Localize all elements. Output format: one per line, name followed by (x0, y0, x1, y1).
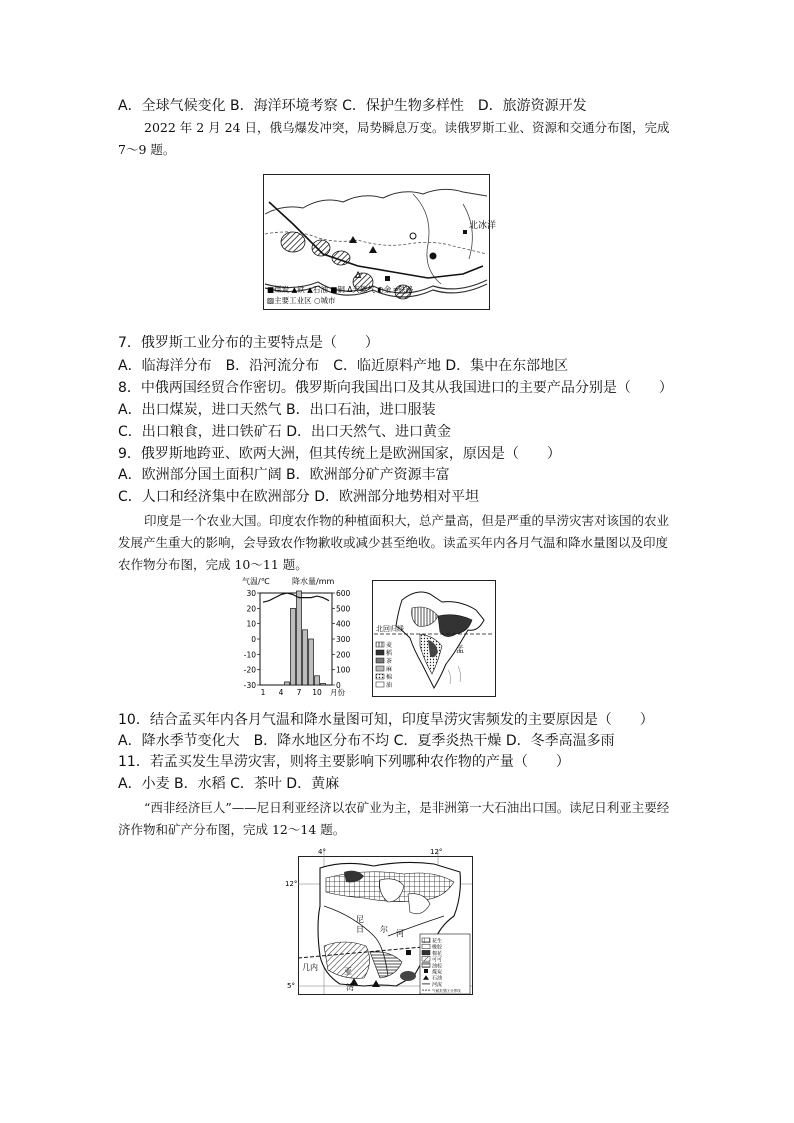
mumbai-climate-chart (240, 575, 358, 699)
intro-russia: 2022 年 2 月 24 日，俄乌爆发冲突，局势瞬息万变。读俄罗斯工业、资源和交通分布图，完成 7～9 题。 (118, 120, 670, 157)
q11-options: A．小麦 B．水稻 C．茶叶 D．黄麻 (118, 776, 340, 792)
q6-options: A．全球气候变化 B．海洋环境考察 C．保护生物多样性 D．旅游资源开发 (118, 98, 587, 114)
intro-india: 印度是一个农业大国。印度农作物的种植面积大，总产量高，但是严重的旱涝灾害对该国的农业发展产生重大的影响，会导致农作物歉收或减少甚至绝收。读孟买年内各月气温和降水量图以及印度农作物分布图，完成 10～11 题。 (118, 513, 670, 572)
nigeria-legend-swatch (422, 963, 430, 968)
rain-bar-11 (321, 683, 326, 685)
lon-4: 4° (318, 848, 326, 856)
nigeria-legend-swatch (422, 944, 430, 949)
nigeria-legend-swatch (422, 950, 430, 955)
ocean-label: 北冰洋 (469, 221, 497, 231)
rain-bar-9 (309, 639, 314, 685)
india-legend-swatch (376, 658, 384, 663)
russia-legend-1: ■煤炭 ▲铁 ▲石油 ■铜 Δ天然气 ◐金 ═铁路 (267, 285, 414, 294)
nigeria-legend-label: 气候类型区分界线 (432, 989, 461, 994)
y-right-tick-label: 500 (336, 604, 351, 614)
q10-options: A．降水季节变化大 B．降水地区分布不均 C．夏季炎热干燥 D．冬季高温多雨 (118, 733, 615, 749)
nigeria-legend-label: 煤炭 (432, 969, 443, 976)
bay-label: 孟 (456, 645, 464, 654)
x-unit-label: 月份 (330, 688, 345, 697)
y-left-tick-label: 30 (246, 589, 256, 598)
y-right-tick-label: 600 (336, 589, 351, 598)
lat-12: 12° (285, 880, 298, 888)
india-legend-swatch (376, 682, 384, 687)
q9-options-ab: A．欧洲部分国土面积广阔 B．欧洲部分矿产资源丰富 (118, 467, 450, 483)
label-he: 河 (396, 929, 404, 938)
nigeria-legend-label: 石油 (432, 975, 443, 982)
india-legend-label: 茶 (386, 658, 393, 665)
label-wan: 湾 (346, 983, 354, 992)
q8-options-cd: C．出口粮食，进口铁矿石 D．出口天然气、进口黄金 (118, 424, 452, 440)
rain-bar-7 (297, 591, 302, 685)
nigeria-legend-swatch (424, 969, 428, 973)
india-legend-label: 油 (386, 682, 393, 689)
q11-stem: 11．若孟买发生旱涝灾害，则将主要影响下列哪种农作物的产量（ ） (118, 754, 570, 770)
nigeria-legend-label: 河流 (432, 981, 443, 988)
y-right-tick-label: 100 (336, 665, 351, 675)
russia-legend-2: ▨主要工业区 ○城市 (267, 296, 336, 305)
y-left-label: 气温/℃ (242, 577, 270, 586)
y-left-tick-label: -10 (243, 650, 256, 660)
q7-options: A．临海洋分布 B．沿河流分布 C．临近原料产地 D．集中在东部地区 (118, 358, 569, 374)
nigeria-legend-label: 油棕 (432, 963, 443, 970)
india-legend-label: 麦 (386, 642, 393, 649)
intro-nigeria: “西非经济巨人”——尼日利亚经济以农矿业为主，是非洲第一大石油出口国。读尼日利亚主要经济作物和矿产分布图，完成 12～14 题。 (118, 800, 670, 837)
lon-12: 12° (430, 848, 443, 856)
x-tick-label: 4 (278, 688, 284, 697)
y-left-tick-label: -30 (243, 681, 256, 690)
nigeria-legend-swatch (422, 938, 430, 943)
india-legend-swatch (376, 674, 384, 679)
nigeria-legend-swatch (422, 957, 430, 962)
nigeria-legend-label: 橡胶 (432, 944, 443, 951)
nigeria-legend-label: 棉花 (432, 950, 443, 957)
label-ya: 亚 (344, 967, 352, 976)
q10-stem: 10．结合孟买年内各月气温和降水量图可知，印度旱涝灾害频发的主要原因是（ ） (118, 712, 654, 728)
india-legend-label: 稻 (386, 650, 393, 657)
x-tick-label: 7 (296, 688, 302, 697)
tropic-label: 北回归线 (376, 625, 404, 633)
india-legend-swatch (376, 650, 384, 655)
x-tick-label: 1 (260, 688, 266, 697)
label-ni: 尼 (356, 915, 364, 924)
rain-bar-8 (303, 630, 308, 685)
lat-5: 5° (287, 982, 295, 990)
y-right-tick-label: 0 (336, 681, 341, 690)
plot-frame (260, 593, 332, 685)
gas-symbol-label: Δ (355, 271, 362, 281)
india-legend-swatch (376, 642, 384, 647)
q8-stem: 8．中俄两国经贸合作密切。俄罗斯向我国出口及其从我国进口的主要产品分别是（ ） (118, 380, 673, 396)
russia-map (263, 174, 497, 310)
label-jinei: 几内 (302, 963, 318, 972)
y-left-tick-label: -20 (243, 665, 256, 675)
rain-bar-10 (315, 676, 320, 685)
india-legend-label: 棉 (386, 674, 393, 681)
y-left-tick-label: 0 (251, 635, 256, 644)
india-legend-swatch (376, 666, 384, 671)
q9-stem: 9．俄罗斯地跨亚、欧两大洲，但其传统上是欧洲国家，原因是（ ） (118, 446, 561, 462)
y-left-tick-label: 10 (246, 619, 256, 629)
rain-bar-5 (285, 682, 290, 685)
y-left-tick-label: 20 (246, 604, 256, 614)
india-legend-label: 麻 (386, 666, 393, 673)
y-right-label: 降水量/mm (292, 577, 335, 586)
nigeria-legend-label: 可可 (432, 957, 443, 964)
label-er: 尔 (380, 925, 388, 934)
label-ri: 日 (356, 925, 364, 934)
q7-stem: 7．俄罗斯工业分布的主要特点是（ ） (118, 335, 379, 351)
y-right-tick-label: 300 (336, 635, 351, 644)
temperature-line (263, 593, 329, 602)
x-tick-label: 10 (312, 688, 322, 697)
nigeria-map (284, 846, 476, 998)
q9-options-cd: C．人口和经济集中在欧洲部分 D．欧洲部分地势相对平坦 (118, 489, 480, 505)
india-crop-map (372, 580, 496, 697)
y-right-tick-label: 400 (336, 619, 351, 629)
rain-bar-6 (291, 608, 296, 685)
q8-options-ab: A．出口煤炭，进口天然气 B．出口石油，进口服装 (118, 402, 436, 418)
y-right-tick-label: 200 (336, 650, 351, 660)
nigeria-legend-label: 花生 (432, 938, 443, 945)
